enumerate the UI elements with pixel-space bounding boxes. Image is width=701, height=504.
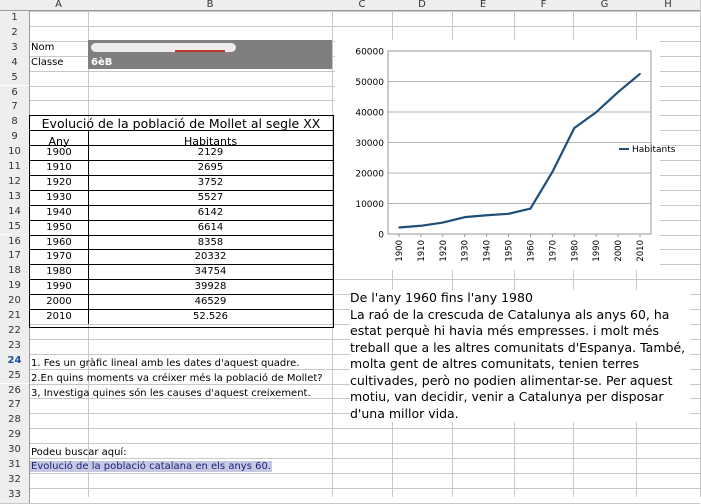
grid-row-line [0, 488, 700, 489]
row-header-7[interactable]: 7 [0, 100, 30, 115]
text-note[interactable] [350, 290, 690, 422]
column-header-h[interactable]: H [636, 0, 700, 11]
note-heading: De l'any 1960 fins l'any 1980 [350, 290, 533, 305]
grid-row-line [0, 458, 700, 459]
data-point [595, 111, 597, 113]
select-all-corner[interactable] [0, 0, 29, 11]
row-header-24[interactable]: 24 [0, 354, 30, 369]
table-row-border [29, 294, 333, 295]
y-tick-label: 40000 [355, 108, 384, 119]
year-cell[interactable]: 1990 [46, 281, 72, 293]
data-point [573, 127, 575, 129]
row-header-14[interactable]: 14 [0, 205, 30, 220]
population-cell[interactable]: 34754 [194, 266, 227, 278]
y-tick-label: 0 [378, 230, 384, 241]
question-1: 1. Fes un gràfic lineal amb les dates d'aquest quadre. [31, 358, 300, 369]
table-row-border [29, 264, 333, 265]
row-header-33[interactable]: 33 [0, 488, 30, 503]
row-header-1[interactable]: 1 [0, 11, 30, 26]
year-column-header: Any [48, 135, 70, 148]
row-header-22[interactable]: 22 [0, 324, 30, 339]
x-tick-label: 1910 [416, 240, 427, 262]
row-header-5[interactable]: 5 [0, 71, 30, 86]
grid-row-line [0, 473, 700, 474]
x-tick-label: 1940 [482, 240, 493, 262]
table-row-border [29, 309, 333, 310]
grid-row-line [0, 443, 700, 444]
population-cell[interactable]: 6142 [197, 206, 224, 218]
population-column-header: Habitants [183, 135, 238, 148]
reference-link[interactable]: Evolució de la població catalana en els anys 60. [31, 461, 271, 472]
year-cell[interactable]: 1980 [46, 266, 72, 278]
population-cell[interactable]: 39928 [194, 281, 227, 293]
data-point [486, 214, 488, 216]
year-cell[interactable]: 1940 [46, 206, 72, 218]
population-cell[interactable]: 20332 [194, 251, 227, 263]
year-cell[interactable]: 1960 [46, 236, 72, 248]
data-point [420, 225, 422, 227]
population-cell[interactable]: 46529 [194, 296, 227, 308]
row-header-2[interactable]: 2 [0, 26, 30, 41]
column-header-g[interactable]: G [573, 0, 636, 11]
column-header-a[interactable]: A [29, 0, 88, 11]
table-row-border [29, 249, 333, 250]
y-tick-label: 30000 [355, 139, 384, 149]
row-header-23[interactable]: 23 [0, 339, 30, 354]
name-redaction-mark [175, 50, 225, 52]
row-header-26[interactable]: 26 [0, 384, 30, 399]
year-cell[interactable]: 2000 [46, 296, 72, 308]
row-header-29[interactable]: 29 [0, 428, 30, 443]
search-label: Podeu buscar aquí: [31, 447, 127, 458]
row-header-12[interactable]: 12 [0, 175, 30, 190]
column-header-e[interactable]: E [452, 0, 514, 11]
y-tick-label: 60000 [355, 47, 384, 58]
series-line-habitants [399, 74, 640, 228]
grid-row-line [0, 26, 700, 27]
row-header-19[interactable]: 19 [0, 279, 30, 294]
row-header-20[interactable]: 20 [0, 294, 30, 309]
x-tick-label: 2000 [614, 240, 625, 262]
column-header-c[interactable]: C [332, 0, 392, 11]
x-tick-label: 1930 [460, 240, 471, 262]
chart-svg [335, 40, 676, 270]
data-point [398, 227, 400, 229]
note-body: La raó de la crescuda de Catalunya als anys 60, ha estat perquè hi havia més empresses. i molt més treball que a les altres comunitats d'Espanya. També, molta gent de altres comunitats, tenien terres cultivades, però no podien alimentar-se. Per aquest motiu, van decidir, venir a Catalunya per disposar d'una millor vida. [350, 306, 686, 421]
row-header-25[interactable]: 25 [0, 369, 30, 384]
row-header-9[interactable]: 9 [0, 130, 30, 145]
row-header-28[interactable]: 28 [0, 413, 30, 428]
data-point [617, 91, 619, 93]
x-tick-label: 1970 [548, 240, 559, 262]
year-cell[interactable]: 2010 [46, 311, 72, 322]
grid-row-line [0, 11, 700, 12]
question-3: 3, Investiga quines són les causes d'aquest creixement. [31, 388, 311, 399]
year-cell[interactable]: 1930 [46, 191, 72, 203]
x-tick-label: 1980 [570, 240, 581, 262]
x-tick-label: 1960 [526, 240, 537, 262]
data-point [464, 216, 466, 218]
row-header-11[interactable]: 11 [0, 160, 30, 175]
year-cell[interactable]: 1900 [46, 147, 72, 159]
data-point [530, 208, 532, 210]
year-cell[interactable]: 1970 [46, 251, 72, 263]
row-header-3[interactable]: 3 [0, 41, 30, 56]
row-header-4[interactable]: 4 [0, 56, 30, 71]
table-title: Evolució de la població de Mollet al segle XX [41, 116, 321, 131]
row-header-27[interactable]: 27 [0, 398, 30, 413]
column-header-f[interactable]: F [514, 0, 573, 11]
table-row-border [29, 175, 333, 176]
population-cell[interactable]: 5527 [197, 191, 224, 203]
row-header-31[interactable]: 31 [0, 458, 30, 473]
column-header-b[interactable]: B [88, 0, 332, 11]
y-tick-label: 50000 [355, 78, 384, 88]
grid-row-line [0, 428, 700, 429]
x-tick-label: 1920 [438, 240, 449, 262]
data-point [508, 213, 510, 215]
x-tick-label: 2010 [636, 240, 647, 262]
year-cell[interactable]: 1950 [46, 221, 72, 233]
row-header-18[interactable]: 18 [0, 264, 30, 279]
legend-label: Habitants [632, 145, 676, 155]
row-header-17[interactable]: 17 [0, 249, 30, 264]
class-value: 6èB [91, 57, 113, 68]
population-cell[interactable]: 6614 [197, 221, 224, 233]
table-row-border [29, 279, 333, 280]
name-label: Nom [31, 42, 55, 53]
data-point [442, 222, 444, 224]
y-tick-label: 20000 [355, 169, 384, 180]
population-chart[interactable] [335, 40, 676, 270]
row-header-8[interactable]: 8 [0, 115, 30, 130]
row-header-16[interactable]: 16 [0, 235, 30, 250]
question-2: 2.En quins moments va créixer més la població de Mollet? [31, 373, 323, 384]
row-header-10[interactable]: 10 [0, 145, 30, 160]
x-tick-label: 1950 [504, 240, 515, 262]
row-header-32[interactable]: 32 [0, 473, 30, 488]
row-header-30[interactable]: 30 [0, 443, 30, 458]
class-label: Classe [31, 57, 64, 68]
y-tick-label: 10000 [355, 200, 384, 210]
data-point [639, 73, 641, 75]
row-header-15[interactable]: 15 [0, 220, 30, 235]
data-point [552, 171, 554, 173]
year-cell[interactable]: 1910 [46, 162, 72, 173]
population-cell[interactable]: 2695 [197, 162, 224, 173]
row-header-6[interactable]: 6 [0, 86, 30, 101]
row-header-21[interactable]: 21 [0, 309, 30, 324]
population-cell[interactable]: 2129 [197, 147, 224, 159]
population-cell[interactable]: 52.526 [193, 311, 228, 322]
column-header-d[interactable]: D [392, 0, 452, 11]
table-row-border [29, 160, 333, 161]
population-cell[interactable]: 3752 [197, 176, 224, 188]
x-tick-label: 1990 [592, 240, 603, 262]
x-tick-label: 1900 [394, 240, 405, 262]
population-cell[interactable]: 8358 [197, 236, 224, 248]
year-cell[interactable]: 1920 [46, 176, 72, 188]
row-header-13[interactable]: 13 [0, 190, 30, 205]
